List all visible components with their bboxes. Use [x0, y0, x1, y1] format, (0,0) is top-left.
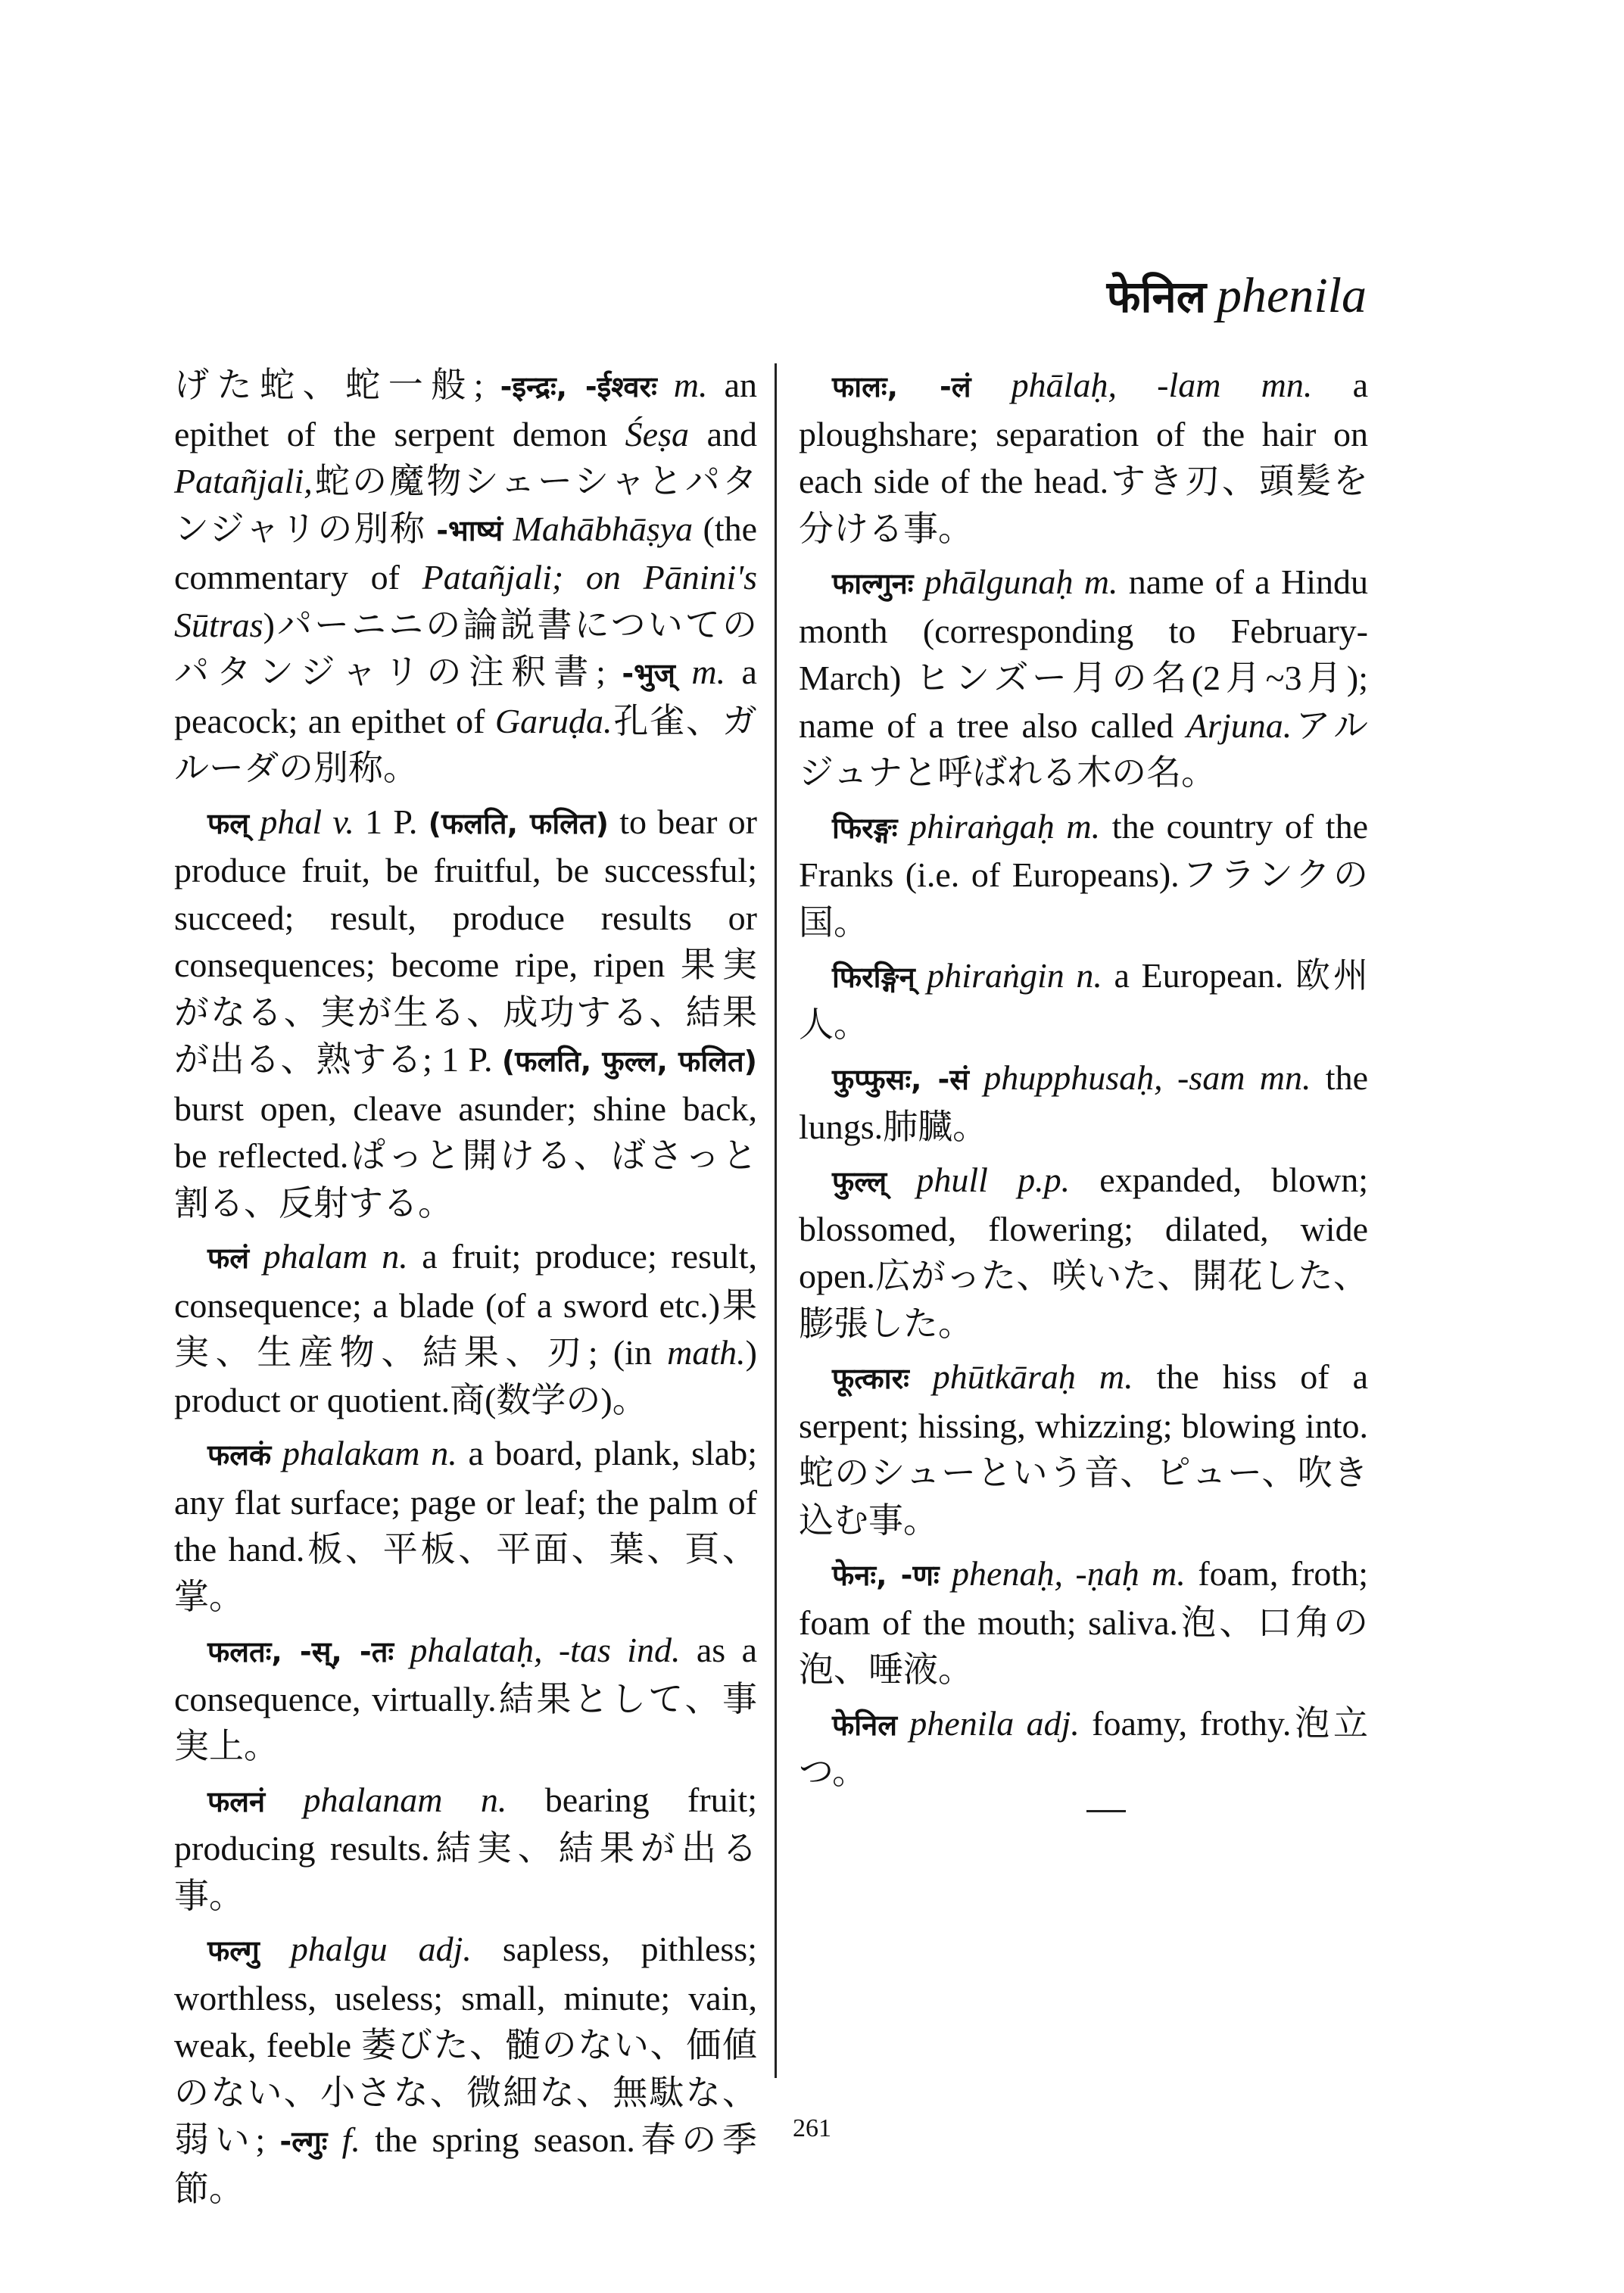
headword: फिरङ्गिन् [832, 961, 915, 994]
entry-text: as a consequence, virtually.結果として、事実上。 [174, 1631, 757, 1765]
dictionary-entry [799, 1354, 1368, 1544]
entry-text: a fruit; produce; result, consequence; a blade (of a sword etc.)果実、生産物、結果、刃; (in [174, 1237, 757, 1372]
italic-text: phenila adj. [897, 1703, 1080, 1743]
dictionary-entry [174, 362, 757, 793]
entry-text: the hiss of a serpent; hissing, whizzing; blowing into.蛇のシューという音、ピュー、吹き込む事。 [799, 1357, 1369, 1540]
italic-text: phālaḥ, -lam mn. [971, 366, 1313, 404]
dictionary-entry [799, 1700, 1368, 1796]
entry-text: and [688, 414, 757, 453]
italic-text: phalataḥ, -tas ind. [394, 1631, 681, 1669]
entry-text: ) product or quotient.商(数学の)。 [174, 1333, 757, 1419]
header-devanagari: फेनिल [1106, 271, 1207, 322]
headword: फुप्फुसः, -सं [832, 1063, 969, 1096]
dictionary-entry [174, 1777, 757, 1921]
headword: फल्गु [207, 1934, 260, 1967]
headword: फलकं [207, 1438, 272, 1472]
italic-text: phalakam n. [271, 1434, 457, 1472]
italic-text: Patañjali, [174, 462, 313, 500]
dictionary-entry [799, 1055, 1368, 1151]
entry-text: foamy, frothy.泡立つ。 [799, 1703, 1368, 1791]
right-entries [799, 362, 1368, 1796]
headword: फालः, -लं [832, 370, 971, 403]
end-of-section-rule [1086, 1810, 1126, 1812]
running-header [1106, 268, 1367, 323]
entry-text: 蛇の魔物シェーシャとパタンジャリの別称 [174, 462, 757, 548]
italic-text: phalam n. [249, 1237, 408, 1276]
headword: -ल्गुः [279, 2125, 328, 2158]
right-column [799, 362, 1368, 1812]
italic-text: phupphusaḥ, -sam mn. [968, 1058, 1311, 1097]
entry-text: name of a Hindu month (corresponding to February-March) ヒンズー月の名(2月~3月); name of a tree also called [799, 562, 1369, 745]
entry-text: a European. 欧州人。 [799, 956, 1369, 1044]
entry-text: the spring season.春の季節。 [174, 2120, 757, 2208]
entry-text: the country of the Franks (i.e. of Europeans).フランクの国。 [799, 806, 1368, 942]
headword: फिरङ्गः [832, 811, 898, 845]
italic-text: math. [667, 1333, 746, 1372]
dictionary-entry [799, 559, 1368, 797]
entry-text: a ploughshare; separation of the hair on each side of the head.すき刃、頭髪を分ける事。 [799, 366, 1369, 548]
headword: फाल्गुनः [832, 567, 914, 600]
headword: फेनः, -णः [832, 1559, 940, 1592]
entry-text: foam, froth; foam of the mouth; saliva.泡、口角の泡、唾液。 [799, 1554, 1368, 1689]
dictionary-entry [799, 1157, 1368, 1347]
headword: फलनं [207, 1784, 266, 1818]
entry-text: )パーニニの論説書についてのパタンジャリの注釈書; [174, 605, 757, 691]
headword: फेनिल [832, 1708, 897, 1742]
dictionary-entry [174, 1233, 757, 1424]
headword: -भाष्यं [436, 513, 503, 547]
page-number: 261 [793, 2114, 831, 2142]
entry-text: the lungs.肺臓。 [799, 1058, 1369, 1146]
headword: -इन्द्रः, -ईश्वरः [500, 370, 657, 403]
dictionary-entry [799, 362, 1368, 553]
italic-text: Garuḍa. [494, 701, 613, 740]
entry-text: 孔雀、ガルーダの別称。 [174, 701, 758, 787]
entry-text: (the commentary of [174, 509, 758, 597]
dictionary-entry [174, 1430, 757, 1621]
headword: (फलति, फुल्ल, फलित) [501, 1045, 757, 1078]
dictionary-entry [799, 1550, 1368, 1694]
dictionary-entry [799, 803, 1368, 947]
headword: फुल्ल् [832, 1165, 887, 1198]
entry-text: burst open, cleave asunder; shine back, be reflected.ぱっと開ける、ばさっと割る、反射する。 [174, 1089, 757, 1223]
italic-text: Patañjali; on Pānini's Sūtras [174, 558, 758, 644]
left-column [174, 362, 757, 2219]
headword: फल् [207, 806, 250, 840]
entry-text: sapless, pithless; worthless, useless; small, minute; vain, weak, feeble 萎びた、髄のない、価値のない、小さな、微細な、無駄な、弱い; [174, 1930, 757, 2159]
italic-text: phenaḥ, -ṇaḥ m. [939, 1554, 1186, 1593]
italic-text: m. [675, 653, 726, 691]
italic-text: Mahābhāṣya [513, 509, 694, 548]
entry-text: expanded, blown; blossomed, flowering; dilated, wide open.広がった、咲いた、開花した、膨張した。 [799, 1161, 1369, 1343]
italic-text: m. [656, 366, 708, 404]
entry-text: bearing fruit; producing results.結実、結果が出る事。 [174, 1780, 757, 1915]
italic-text: Śeṣa [625, 414, 689, 453]
italic-text: phal v. [249, 802, 354, 841]
italic-text: phiraṅgaḥ m. [897, 806, 1101, 846]
italic-text: phiraṅgin n. [915, 956, 1102, 995]
headword: (फलति, फलित) [428, 806, 609, 840]
dictionary-entry [174, 1926, 757, 2213]
header-roman: phenila [1217, 268, 1367, 323]
entry-text [503, 509, 513, 548]
italic-text: phull p.p. [887, 1161, 1071, 1199]
dictionary-entry [174, 799, 757, 1228]
entry-text: a peacock; an epithet of [174, 653, 757, 740]
italic-text: f. [327, 2120, 360, 2159]
italic-text: phālgunaḥ m. [913, 562, 1118, 601]
entry-text: to bear or produce fruit, be fruitful, be successful; succeed; result, produce results or consequences; become ripe, ripen 果実がなる、実が生る、成功する、結果が出る、熟する; 1 P. [174, 802, 757, 1079]
italic-text: phalanam n. [265, 1780, 507, 1819]
entry-text: an epithet of the serpent demon [174, 366, 757, 453]
entry-text: アルジュナと呼ばれる木の名。 [799, 706, 1368, 792]
dictionary-entry [174, 1627, 757, 1771]
italic-text: phūtkāraḥ m. [909, 1357, 1133, 1396]
italic-text: Arjuna. [1186, 706, 1292, 745]
headword: फलतः, -स्, -तः [207, 1635, 394, 1668]
headword: -भुज् [622, 657, 675, 690]
headword: फलं [207, 1242, 250, 1275]
italic-text: phalgu adj. [259, 1930, 472, 1968]
headword: फूत्कारः [832, 1362, 909, 1395]
entry-text: げた蛇、蛇一般; [174, 366, 500, 404]
entry-text: a board, plank, slab; any flat surface; page or leaf; the palm of the hand.板、平板、平面、葉、頁、掌。 [174, 1434, 757, 1616]
dictionary-entry [799, 952, 1368, 1048]
entry-text: 1 P. [354, 802, 429, 841]
column-divider [775, 363, 777, 2078]
